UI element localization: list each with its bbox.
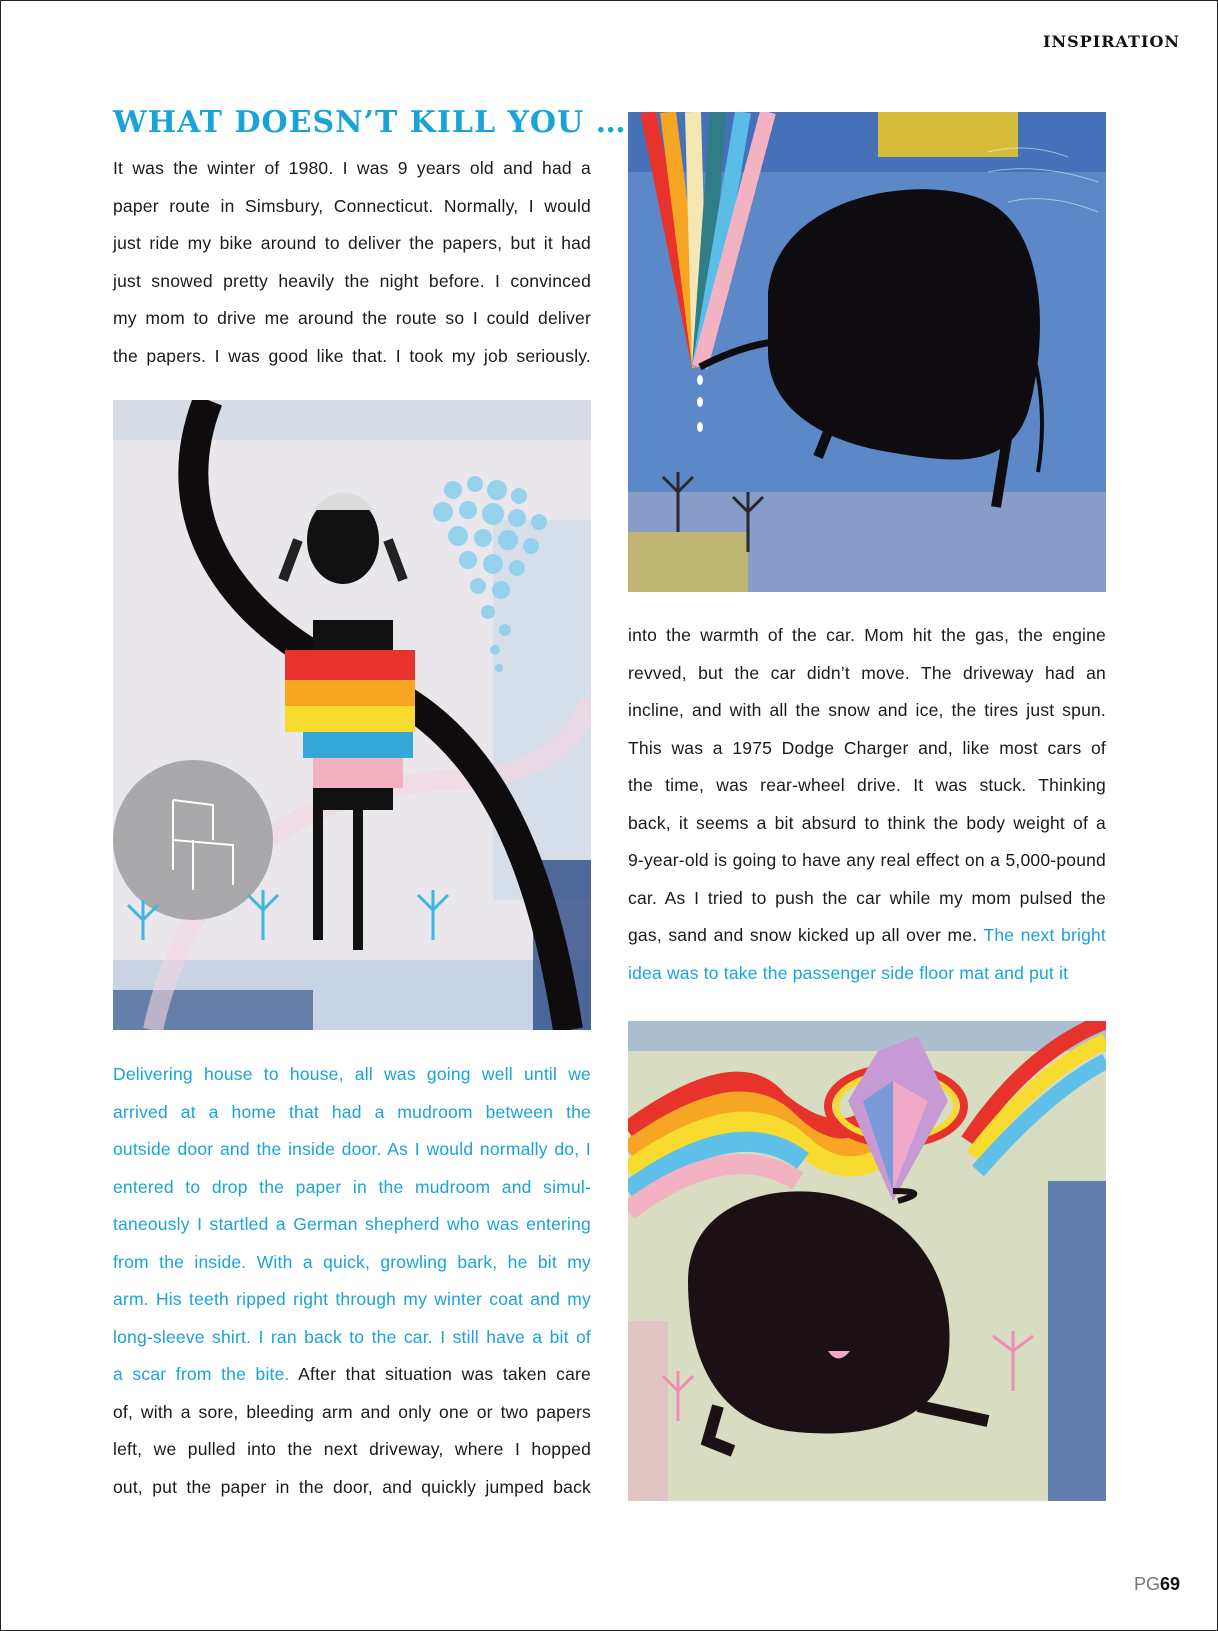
artwork-diamond-blob — [628, 1021, 1106, 1501]
page-number-prefix: PG — [1133, 1574, 1160, 1594]
text-line: back, it seems a bit absurd to think the body weight of a — [628, 812, 1106, 833]
text-line-mixed — [113, 1356, 591, 1394]
text-line: incline, and with all the snow and ice, the tires just spun. — [628, 700, 1106, 720]
text-line-highlight: Delivering house to house, all was going well until we — [113, 1064, 591, 1084]
text-line-highlight: from the inside. With a quick, growling bark, he bit my — [113, 1251, 591, 1272]
text-line-highlight: arrived at a home that had a mudroom between the — [113, 1101, 591, 1122]
text-line: the papers. I was good like that. I took my job seriously. — [113, 345, 591, 366]
text-line-highlight: entered to drop the paper in the mudroom and simul- — [113, 1176, 591, 1197]
text-line: This was a 1975 Dodge Charger and, like most cars of — [628, 737, 1106, 758]
text-line: just snowed pretty heavily the night before. I convinced — [113, 270, 591, 291]
text-line: paper route in Simsbury, Connecticut. Normally, I would — [113, 195, 591, 216]
car-stuck-paragraph — [628, 617, 1106, 992]
text-line: of, with a sore, bleeding arm and only one or two papers — [113, 1401, 591, 1422]
text-line: revved, but the car didn’t move. The driveway had an — [628, 662, 1106, 683]
text-line: the time, was rear-wheel drive. It was stuck. Thinking — [628, 775, 1106, 795]
text-line: just ride my bike around to deliver the papers, but it had — [113, 233, 591, 253]
mudroom-paragraph — [113, 1056, 591, 1506]
text-line-highlight: outside door and the inside door. As I would normally do, I — [113, 1139, 591, 1159]
text-line-highlight: taneously I startled a German shepherd who was entering — [113, 1214, 591, 1234]
text-line: my mom to drive me around the route so I could deliver — [113, 308, 591, 328]
text-line-mixed — [628, 917, 1106, 955]
article-headline: WHAT DOESN’T KILL YOU … — [113, 105, 627, 140]
artwork-rainbow-blob — [628, 112, 1106, 592]
text-line: out, put the paper in the door, and quickly jumped back — [113, 1476, 591, 1497]
text-line: car. As I tried to push the car while my mom pulsed the — [628, 887, 1106, 908]
artwork-girl-rainbow — [113, 400, 591, 1030]
page-number-value: 69 — [1159, 1574, 1180, 1594]
highlight-fragment: The next bright — [983, 925, 1106, 945]
text-line: It was the winter of 1980. I was 9 years old and had a — [113, 158, 591, 178]
page-number — [1134, 1574, 1180, 1595]
text-line-highlight: long-sleeve shirt. I ran back to the car. I still have a bit of — [113, 1326, 591, 1347]
text-line: 9-year-old is going to have any real effect on a 5,000-pound — [628, 850, 1106, 870]
text-line-highlight: arm. His teeth ripped right through my winter coat and my — [113, 1289, 591, 1309]
plain-fragment: gas, sand and snow kicked up all over me. — [628, 925, 984, 945]
section-label: INSPIRATION — [1043, 32, 1180, 51]
highlight-fragment: a scar from the bite. — [113, 1364, 290, 1384]
text-line-highlight: idea was to take the passenger side floor mat and put it — [628, 962, 1069, 983]
plain-fragment: After that situation was taken care — [289, 1364, 591, 1384]
text-line: into the warmth of the car. Mom hit the gas, the engine — [628, 625, 1106, 645]
intro-paragraph — [113, 150, 591, 375]
text-line: left, we pulled into the next driveway, where I hopped — [113, 1439, 591, 1459]
